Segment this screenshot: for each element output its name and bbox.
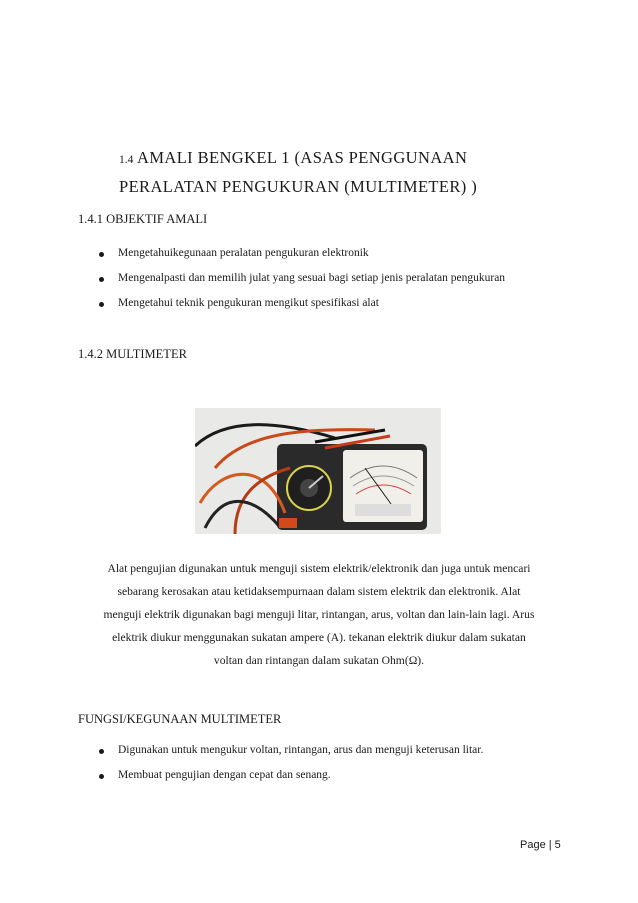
page-number: Page | 5 — [520, 839, 561, 851]
multimeter-photo-icon — [195, 408, 441, 534]
paragraph-line: elektrik diukur menggunakan sukatan ampere (A). tekanan elektrik diukur dalam sukatan — [112, 631, 526, 644]
bullet-icon — [99, 302, 104, 307]
list-item: Mengetahuikegunaan peralatan pengukuran elektronik — [118, 247, 505, 272]
document-title-line-2 — [119, 177, 477, 197]
bullet-icon — [99, 252, 104, 257]
list-item: Mengetahui teknik pengukuran mengikut spesifikasi alat — [118, 297, 505, 322]
multimeter-photo — [195, 408, 441, 534]
multimeter-paragraph — [60, 557, 578, 672]
bullet-icon — [99, 774, 104, 779]
paragraph-line: sebarang kerosakan atau ketidaksempurnaan dalam sistem elektrik dan elektronik. Alat — [117, 585, 521, 598]
list-item: Digunakan untuk mengukur voltan, rintangan, arus dan menguji keterusan litar. — [118, 744, 483, 769]
list-item: Mengenalpasti dan memilih julat yang sesuai bagi setiap jenis peralatan pengukuran — [118, 272, 505, 297]
title-text-2: PERALATAN PENGUKURAN (MULTIMETER) ) — [119, 177, 478, 196]
multimeter-heading: 1.4.2 MULTIMETER — [78, 347, 187, 361]
fungsi-heading: FUNGSI/KEGUNAAN MULTIMETER — [78, 712, 282, 726]
section-number: 1.4 — [119, 154, 134, 166]
paragraph-line: Alat pengujian digunakan untuk menguji sistem elektrik/elektronik dan juga untuk mencari — [107, 562, 531, 575]
title-text-1: AMALI BENGKEL 1 (ASAS PENGGUNAAN — [137, 148, 468, 167]
list-item: Membuat pengujian dengan cepat dan senang. — [118, 769, 483, 794]
paragraph-line: menguji elektrik digunakan bagi menguji litar, rintangan, arus, voltan dan lain-lain lagi. Arus — [103, 608, 535, 621]
document-title-line-1 — [119, 148, 467, 168]
paragraph-line: voltan dan rintangan dalam sukatan Ohm(Ω). — [213, 654, 425, 667]
objektif-heading: 1.4.1 OBJEKTIF AMALI — [78, 212, 208, 226]
fungsi-list — [118, 744, 483, 794]
bullet-icon — [99, 277, 104, 282]
objektif-list — [118, 247, 505, 322]
bullet-icon — [99, 749, 104, 754]
